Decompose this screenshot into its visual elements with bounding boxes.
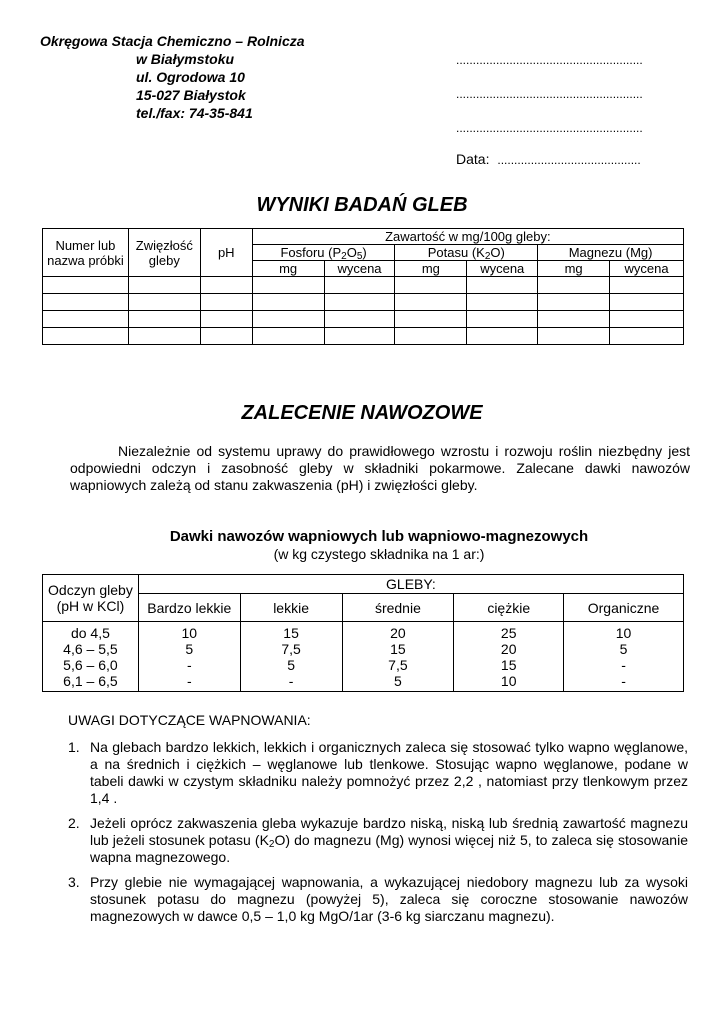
col-mg-mg: mg: [538, 261, 610, 277]
results-table: [42, 228, 684, 345]
doses-very-light: 10 5 - -: [138, 622, 240, 692]
blank-line-3: ........................................................: [456, 121, 643, 135]
table-row: [43, 311, 684, 328]
doses-medium: 20 15 7,5 5: [342, 622, 454, 692]
recommendation-title: ZALECENIE NAWOZOWE: [241, 402, 483, 424]
soil-light: lekkie: [240, 594, 342, 622]
list-item: 2. Jeżeli oprócz zakwaszenia gleba wykazuje bardzo niską, niską lub średnią zawartość magnezu lub jeżeli stosunek potasu $(K_2O)$ do magnezu (Mg) wynosi więcej niż 5, to zaleca się stosowanie wapna magnezowego.: [68, 815, 688, 865]
list-item: 3. Przy glebie nie wymagającej wapnowania, a wykazującej niedobory magnezu lub za wysoki stosunek potasu do magnezu (powyżej 5), zaleca się coroczne stosowanie nawozów magnezowych w dawce 0,5 – 1,0 kg MgO/1ar (3-6 kg siarczanu magnezu).: [68, 874, 688, 924]
soil-very-light: Bardzo lekkie: [138, 594, 240, 622]
doses-heavy: 25 20 15 10: [454, 622, 564, 692]
table-row: [43, 294, 684, 311]
results-title: WYNIKI BADAŃ GLEB: [256, 194, 468, 216]
list-item: 1. Na glebach bardzo lekkich, lekkich i organicznych zaleca się stosować tylko wapno węglanowe, a na średnich i ciężkich – węglanowe lub tlenkowe. Stosując wapno węglanowe, podane w tabeli dawki w czystym składniku należy pomnożyć przez 2,2 , natomiast przy tlenkowym przez 1,4 .: [68, 739, 688, 806]
col-content: Zawartość w mg/100g gleby:: [252, 229, 683, 245]
institution-phone: tel./fax: 74-35-841: [136, 105, 253, 121]
notes-heading: UWAGI DOTYCZĄCE WAPNOWANIA:: [68, 712, 311, 728]
ph-ranges-cell: do 4,5 4,6 – 5,5 5,6 – 6,0 6,1 – 6,5: [43, 622, 139, 692]
col-magnesium: Magnezu (Mg): [538, 245, 684, 261]
date-field: [456, 151, 641, 167]
col-phosphorus: Fosforu $(P_2O_5)$: [252, 245, 395, 261]
recommendation-intro: Niezależnie od systemu uprawy do prawidłowego wzrostu i rozwoju roślin niezbędny jest odpowiedni odczyn i zasobność gleby w składniki pokarmowe. Zalecane dawki nawozów wapniowych zależą od stanu zakwaszenia (pH) i zwięzłości gleby.: [70, 443, 690, 493]
blank-line-1: ........................................................: [456, 53, 643, 67]
institution-header: [40, 32, 340, 122]
date-dots: ...........................................: [497, 153, 641, 167]
col-potassium: Potasu $(K_2O)$: [395, 245, 538, 261]
col-k-mg: mg: [395, 261, 467, 277]
institution-street: ul. Ogrodowa 10: [136, 69, 245, 85]
table-row: [43, 328, 684, 345]
institution-city: w Białymstoku: [136, 51, 235, 67]
col-reaction: Odczyn gleby (pH w KCl): [43, 575, 139, 622]
soil-heavy: ciężkie: [454, 594, 564, 622]
institution-name: Okręgowa Stacja Chemiczno – Rolnicza: [40, 33, 305, 49]
soil-organic: Organiczne: [564, 594, 684, 622]
doses-organic: 10 5 - -: [564, 622, 684, 692]
doses-table: [42, 574, 684, 692]
doses-subtitle: (w kg czystego składnika na 1 ar:): [273, 546, 485, 562]
blank-line-2: ........................................................: [456, 87, 643, 101]
soil-medium: średnie: [342, 594, 454, 622]
date-label: Data:: [456, 151, 490, 167]
doses-light: 15 7,5 5 -: [240, 622, 342, 692]
institution-postal: 15-027 Białystok: [136, 87, 246, 103]
col-sample: Numer lub nazwa próbki: [43, 229, 129, 277]
liming-notes: [68, 712, 688, 925]
col-p-mg: mg: [252, 261, 324, 277]
col-k-assessment: wycena: [467, 261, 538, 277]
col-soils: GLEBY:: [138, 575, 683, 594]
col-ph: pH: [200, 229, 252, 277]
col-mg-assessment: wycena: [610, 261, 684, 277]
col-p-assessment: wycena: [324, 261, 395, 277]
table-row: [43, 622, 684, 692]
table-row: [43, 277, 684, 294]
col-texture: Zwięzłość gleby: [128, 229, 200, 277]
doses-title: Dawki nawozów wapniowych lub wapniowo-magnezowych: [169, 528, 589, 545]
